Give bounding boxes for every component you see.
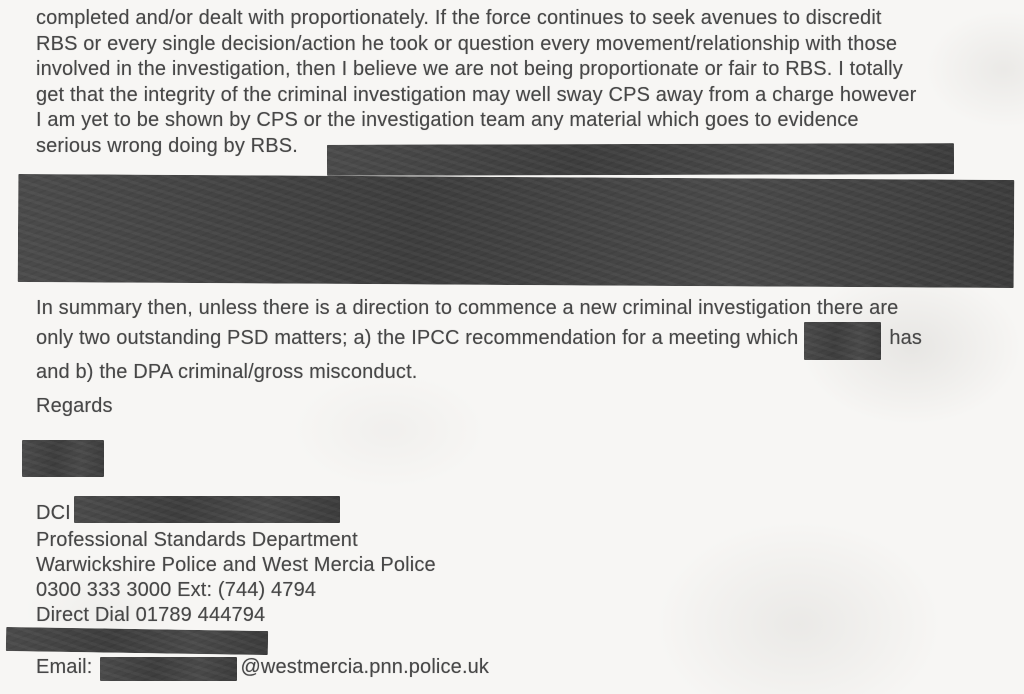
contact-email-line: [36, 655, 489, 681]
redaction-block-after-rbs: [327, 143, 954, 176]
body-text-segment: only two outstanding PSD matters; a) the IPCC recommendation for a meeting which: [36, 326, 799, 349]
paragraph-summary: [36, 296, 922, 385]
contact-email-label: Email:: [36, 656, 93, 678]
contact-email-domain: @westmercia.pnn.police.uk: [240, 656, 490, 678]
body-text-line: completed and/or dealt with proportionately. If the force continues to seek avenues to discredit: [36, 7, 882, 29]
contact-rank: DCI: [36, 502, 71, 524]
redaction-block-large: [18, 174, 1015, 288]
body-text-line: I am yet to be shown by CPS or the investigation team any material which goes to evidence: [36, 109, 859, 131]
contact-direct-dial: Direct Dial 01789 444794: [36, 604, 266, 626]
contact-rank-line: [36, 496, 340, 527]
redaction-block-phone-line: [6, 627, 268, 655]
body-text-line: and b) the DPA criminal/gross misconduct.: [36, 360, 418, 383]
contact-phone: 0300 333 3000 Ext: (744) 4794: [36, 579, 317, 601]
closing-regards: Regards: [36, 395, 113, 417]
body-text-line: [36, 322, 922, 360]
body-text-segment: has: [889, 326, 923, 349]
redaction-block-signature: [22, 440, 104, 477]
body-text-line: get that the integrity of the criminal investigation may well sway CPS away from a charge however: [36, 83, 917, 106]
body-text-line: serious wrong doing by RBS.: [36, 134, 298, 157]
body-text-line: involved in the investigation, then I believe we are not being proportionate or fair to RBS. I totally: [36, 58, 903, 80]
contact-organisation: Warwickshire Police and West Mercia Police: [36, 554, 436, 576]
body-text-line: RBS or every single decision/action he took or question every movement/relationship with those: [36, 32, 898, 55]
contact-department: Professional Standards Department: [36, 529, 358, 551]
paragraph-investigation: [36, 6, 917, 159]
body-text-line: In summary then, unless there is a direction to commence a new criminal investigation there are: [36, 297, 899, 319]
redaction-block-email-local: [100, 657, 237, 681]
redaction-block-dci-name: [74, 496, 340, 523]
redaction-block-inline-name: [804, 322, 881, 360]
